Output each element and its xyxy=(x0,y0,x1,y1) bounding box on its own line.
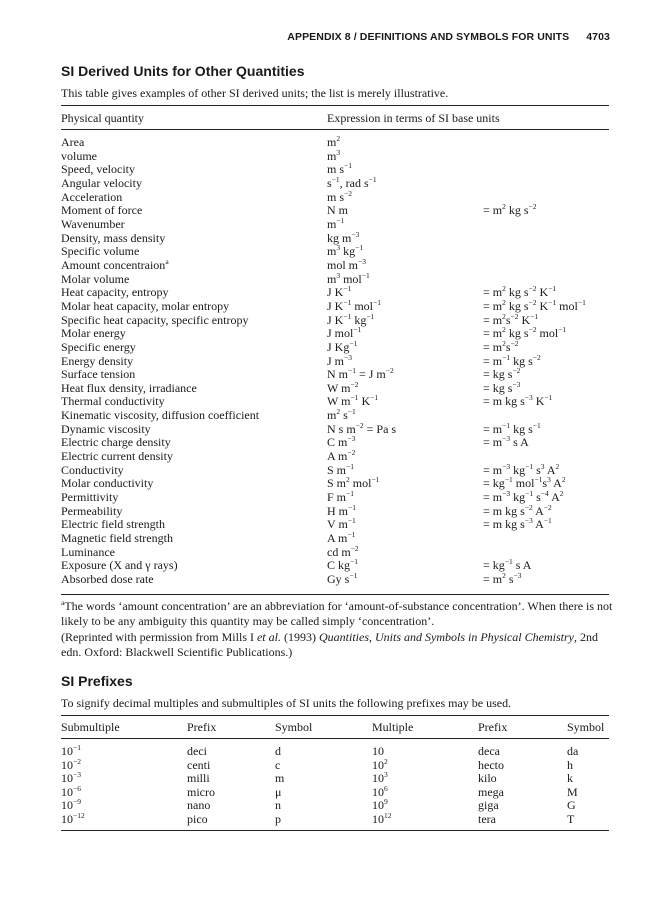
base-units-equivalent: = kg $s^{-3}$ xyxy=(483,379,521,395)
table-row xyxy=(61,215,621,232)
physical-quantity: Permeability xyxy=(61,503,123,518)
physical-quantity: Moment of force xyxy=(61,203,143,218)
physical-quantity: Specific heat capacity, specific entropy xyxy=(61,312,249,327)
derived-units-heading: SI Derived Units for Other Quantities xyxy=(61,63,305,79)
table-row xyxy=(61,450,621,464)
physical-quantity: Energy density xyxy=(61,353,134,368)
si-expression: S $m^2$ mol$^{-1}$ xyxy=(327,475,380,491)
table-row xyxy=(61,477,621,491)
base-units-equivalent: = $m^{-1}$ kg $s^{-2}$ xyxy=(483,352,541,368)
base-units-equivalent: = m kg $s^{-3}$ $A^{-1}$ xyxy=(483,516,552,532)
submultiple: $10^{-12}$ xyxy=(61,810,85,826)
physical-quantity: Exposure (X and γ rays) xyxy=(61,558,178,573)
table-row xyxy=(61,256,621,273)
table-row xyxy=(61,756,621,773)
submultiple: $10^{-2}$ xyxy=(61,756,81,772)
reprint-book-title: Quantities, Units and Symbols in Physical Chemistry xyxy=(318,630,574,644)
col-header-submultiple: Submultiple xyxy=(61,720,120,734)
multiple-symbol: M xyxy=(567,784,578,799)
derived-units-table xyxy=(61,136,621,587)
physical-quantity: Magnetic field strength xyxy=(61,531,173,546)
table-row xyxy=(61,420,621,437)
prefix-table xyxy=(61,745,621,827)
si-expression: V $m^{-1}$ xyxy=(327,516,356,532)
table-row xyxy=(61,286,621,300)
multiple-prefix: hecto xyxy=(478,757,504,772)
si-expression: m $s^{-1}$ xyxy=(327,161,352,177)
si-expression: $m^{-1}$ xyxy=(327,215,345,231)
si-expression: J $Kg^{-1}$ xyxy=(327,338,358,354)
base-units-equivalent: = $m^{-3}$ $kg^{-1}$ $s^{-4}$ $A^2$ xyxy=(483,489,564,505)
submultiple-prefix: centi xyxy=(187,757,211,772)
submultiple-symbol: d xyxy=(275,744,281,758)
table-row xyxy=(61,543,621,560)
si-expression: C $kg^{-1}$ xyxy=(327,557,358,573)
footnote-a-text: $^a$The words ‘amount concentration’ are an abbreviation for ‘amount-of-substance concentration’. When there is not likely to be any ambiguity this quantity may be called simply ‘concentration’. xyxy=(61,598,613,628)
table-row xyxy=(61,270,621,287)
si-expression: J mol$^{-1}$ xyxy=(327,325,362,341)
submultiple-prefix: deci xyxy=(187,744,207,758)
table-row xyxy=(61,573,621,587)
physical-quantity: Acceleration xyxy=(61,189,123,204)
submultiple: $10^{-6}$ xyxy=(61,783,81,799)
table-top-rule xyxy=(61,105,609,106)
table-header-rule xyxy=(61,129,609,130)
base-units-equivalent: = $m^2$ kg $s^{-2}$ $K^{-1}$ mol$^{-1}$ xyxy=(483,297,586,313)
physical-quantity: Wavenumber xyxy=(61,216,125,231)
submultiple-prefix: milli xyxy=(187,771,210,786)
table-row xyxy=(61,559,621,573)
reprint-text: (Reprinted with permission from Mills I xyxy=(61,630,257,644)
base-units-equivalent: = $kg^{-1}$ s A xyxy=(483,557,532,573)
physical-quantity: Electric charge density xyxy=(61,435,171,450)
multiple-prefix: kilo xyxy=(478,771,497,786)
submultiple-prefix: pico xyxy=(187,811,208,826)
prefix-table-bottom-rule xyxy=(61,830,609,831)
base-units-equivalent: = kg $s^{-2}$ xyxy=(483,366,521,382)
si-expression: $m^3$ mol$^{-1}$ xyxy=(327,270,370,286)
si-expression: W $m^{-2}$ xyxy=(327,379,359,395)
multiple: $10^2$ xyxy=(372,756,388,772)
base-units-equivalent: = $kg^{-1}$ $mol^{-1}s^3$ $A^2$ xyxy=(483,475,566,491)
table-row xyxy=(61,188,621,205)
col-header-quantity: Physical quantity xyxy=(61,111,144,125)
si-expression: S $m^{-1}$ xyxy=(327,461,354,477)
si-expression: N $m^{-1} = J$ $m^{-2}$ xyxy=(327,366,394,382)
physical-quantity: Luminance xyxy=(61,544,115,559)
table-row xyxy=(61,772,621,786)
physical-quantity: Specific volume xyxy=(61,244,140,259)
si-expression: F $m^{-1}$ xyxy=(327,489,354,505)
si-expression: J $m^{-3}$ xyxy=(327,352,352,368)
multiple-symbol: k xyxy=(567,771,573,786)
si-expression: N s $m^{-2} = Pa$ s xyxy=(327,420,397,436)
si-expression: $m^3$ xyxy=(327,147,341,163)
physical-quantity: Molar energy xyxy=(61,326,126,341)
multiple-symbol: da xyxy=(567,744,579,758)
physical-quantity: Amount concentraion$^a$ xyxy=(61,256,169,272)
running-head xyxy=(287,31,610,43)
si-expression: Gy $s^{-1}$ xyxy=(327,571,358,586)
si-expression: $m^2$ xyxy=(327,134,341,149)
col-header-symbol: Symbol xyxy=(275,720,313,734)
multiple: $10^{12}$ xyxy=(372,810,392,826)
base-units-equivalent: = m kg $s^{-3}$ $K^{-1}$ xyxy=(483,393,553,409)
si-expression: m $s^{-2}$ xyxy=(327,188,352,204)
table-row xyxy=(61,502,621,519)
table-row xyxy=(61,491,621,505)
table-bottom-rule xyxy=(61,594,609,595)
base-units-equivalent: = $m^{-1}$ kg $s^{-1}$ xyxy=(483,420,541,436)
submultiple: $10^{-1}$ xyxy=(61,743,81,758)
multiple-prefix: deca xyxy=(478,744,500,758)
submultiple-prefix: nano xyxy=(187,798,211,813)
physical-quantity: Permittivity xyxy=(61,490,119,505)
page-number: 4703 xyxy=(586,31,610,43)
table-row xyxy=(61,799,621,813)
si-expression: $s^{-1}$, rad $s^{-1}$ xyxy=(327,174,377,190)
physical-quantity: Kinematic viscosity, diffusion coefficient xyxy=(61,408,260,423)
physical-quantity: Density, mass density xyxy=(61,230,166,245)
physical-quantity: Thermal conductivity xyxy=(61,394,165,409)
si-prefixes-heading: SI Prefixes xyxy=(61,673,133,689)
table-row xyxy=(61,327,621,341)
physical-quantity: Angular velocity xyxy=(61,175,142,190)
physical-quantity: Molar conductivity xyxy=(61,476,154,491)
physical-quantity: Area xyxy=(61,135,85,149)
si-expression: W $m^{-1}$ $K^{-1}$ xyxy=(327,393,379,409)
physical-quantity: Electric field strength xyxy=(61,517,165,532)
multiple-prefix: giga xyxy=(478,798,499,813)
submultiple-symbol: c xyxy=(275,757,281,772)
col-header-prefix: Prefix xyxy=(478,720,508,734)
physical-quantity: Heat flux density, irradiance xyxy=(61,380,197,395)
table-row xyxy=(61,136,621,150)
table-row xyxy=(61,745,621,759)
base-units-equivalent: = $m^2$ kg $s^{-2}$ mol$^{-1}$ xyxy=(483,325,567,341)
reprint-note xyxy=(61,630,613,660)
si-expression: J $K^{-1}$ xyxy=(327,284,352,300)
multiple: $10^6$ xyxy=(372,783,388,799)
table-row xyxy=(61,229,621,246)
multiple-symbol: G xyxy=(567,798,576,813)
col-header-multiple: Multiple xyxy=(372,720,414,734)
footnote-a xyxy=(61,599,613,629)
multiple-prefix: tera xyxy=(478,811,496,826)
col-header-expression: Expression in terms of SI base units xyxy=(327,111,500,125)
si-expression: A $m^{-1}$ xyxy=(327,530,356,546)
base-units-equivalent: = $m^{-3}$ $kg^{-1}$ $s^3$ $A^2$ xyxy=(483,461,560,477)
si-expression: J $K^{-1}$ mol$^{-1}$ xyxy=(327,297,381,313)
submultiple-symbol: μ xyxy=(275,784,282,799)
table-row xyxy=(61,436,621,450)
prefix-table-top-rule xyxy=(61,715,609,716)
physical-quantity: Molar heat capacity, molar entropy xyxy=(61,298,230,313)
si-expression: mol $m^{-3}$ xyxy=(327,256,366,272)
submultiple-symbol: p xyxy=(275,811,281,826)
multiple-prefix: mega xyxy=(478,784,504,799)
base-units-equivalent: = $m^2$ kg $s^{-2}$ xyxy=(483,202,537,218)
table-row xyxy=(61,163,621,177)
reprint-publisher: , 2nd edn. Oxford: Blackwell Scientific Publications.) xyxy=(61,630,598,659)
running-title: APPENDIX 8 / DEFINITIONS AND SYMBOLS FOR UNITS xyxy=(287,31,570,43)
table-row xyxy=(61,379,621,396)
physical-quantity: Molar volume xyxy=(61,271,130,286)
table-row xyxy=(61,368,621,382)
physical-quantity: Electric current density xyxy=(61,449,173,464)
physical-quantity: volume xyxy=(61,148,97,163)
physical-quantity: Absorbed dose rate xyxy=(61,572,154,586)
si-expression: $m^2$ $s^{-1}$ xyxy=(327,407,356,423)
table-row xyxy=(61,518,621,532)
si-expression: N m xyxy=(327,203,348,218)
table-row xyxy=(61,147,621,164)
submultiple-prefix: micro xyxy=(187,784,215,799)
si-expression: H $m^{-1}$ xyxy=(327,502,356,518)
table-row xyxy=(61,245,621,259)
col-header-prefix: Prefix xyxy=(187,720,217,734)
si-expression: kg $m^{-3}$ xyxy=(327,229,360,245)
multiple-symbol: T xyxy=(567,811,575,826)
si-expression: A $m^{-2}$ xyxy=(327,448,356,464)
prefix-table-header-rule xyxy=(61,738,609,739)
submultiple: $10^{-9}$ xyxy=(61,797,81,813)
submultiple-symbol: n xyxy=(275,798,281,813)
multiple-symbol: h xyxy=(567,757,573,772)
physical-quantity: Heat capacity, entropy xyxy=(61,285,169,300)
base-units-equivalent: = $m^2$ $s^{-3}$ xyxy=(483,571,522,586)
si-expression: C $m^{-3}$ xyxy=(327,434,356,450)
table-row xyxy=(61,810,621,827)
table-row xyxy=(61,532,621,546)
si-prefixes-intro: To signify decimal multiples and submultiples of SI units the following prefixes may be used. xyxy=(61,696,512,710)
base-units-equivalent: = $m^{-3}$ s A xyxy=(483,434,529,450)
submultiple-symbol: m xyxy=(275,771,285,786)
physical-quantity: Dynamic viscosity xyxy=(61,421,151,436)
reprint-year: (1993) xyxy=(280,630,319,644)
submultiple: $10^{-3}$ xyxy=(61,770,81,786)
base-units-equivalent: = $m^2s^{-2}$ $K^{-1}$ xyxy=(483,311,539,327)
table-row xyxy=(61,783,621,800)
derived-units-intro: This table gives examples of other SI derived units; the list is merely illustrative. xyxy=(61,86,449,100)
multiple: 10 xyxy=(372,744,384,758)
multiple: $10^9$ xyxy=(372,797,388,813)
si-expression: cd $m^{-2}$ xyxy=(327,543,359,559)
base-units-equivalent: = $m^2s^{-2}$ xyxy=(483,338,519,354)
col-header-symbol: Symbol xyxy=(567,720,605,734)
base-units-equivalent: = m kg $s^{-2}$ $A^{-2}$ xyxy=(483,502,552,518)
physical-quantity: Speed, velocity xyxy=(61,162,135,177)
prefix-table-header xyxy=(61,721,621,735)
si-expression: J $K^{-1}$ $kg^{-1}$ xyxy=(327,311,375,327)
base-units-equivalent: = $m^2$ kg $s^{-2}$ $K^{-1}$ xyxy=(483,284,557,300)
physical-quantity: Surface tension xyxy=(61,367,136,382)
table-row xyxy=(61,352,621,369)
table-row xyxy=(61,311,621,328)
physical-quantity: Specific energy xyxy=(61,339,136,354)
physical-quantity: Conductivity xyxy=(61,462,124,477)
si-expression: $m^3$ $kg^{-1}$ xyxy=(327,243,364,259)
reprint-etal: et al. xyxy=(256,630,281,644)
multiple: $10^3$ xyxy=(372,770,388,786)
table-row xyxy=(61,174,621,191)
table-row xyxy=(61,395,621,409)
